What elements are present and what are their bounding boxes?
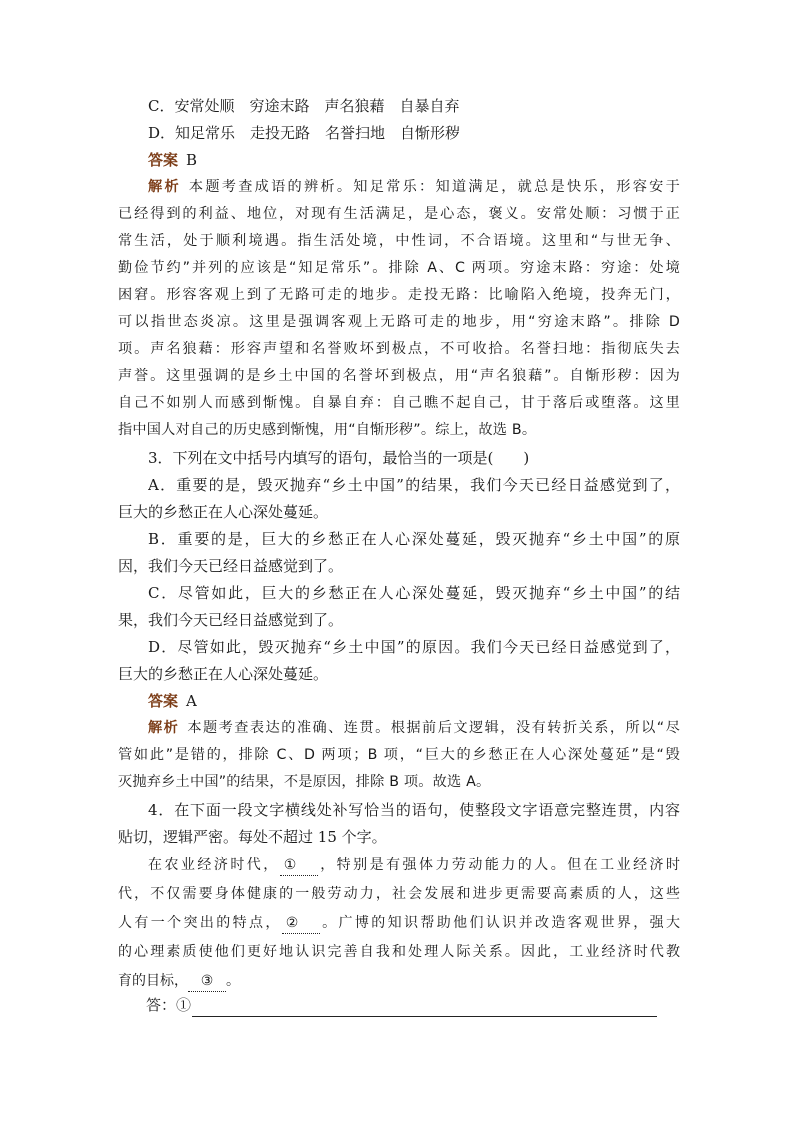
q4-passage-line: 育的目标， ③ 。 [118, 971, 680, 992]
q2-analysis-line: 声誉。这里强调的是乡土中国的名誉坏到极点，用“声名狼藉”。自惭形秽：因为 [118, 368, 680, 384]
q3-stem: 3．下列在文中括号内填写的语句，最恰当的一项是( ) [148, 449, 530, 467]
q2-analysis-line: 项。声名狼藉：形容声望和名誉败坏到极点，不可收拾。名誉扫地：指彻底失去 [118, 341, 680, 357]
q3-analysis-line: 解析 本题考查表达的准确、连贯。根据前后文逻辑，没有转折关系，所以“尽 [148, 720, 680, 736]
q4-passage-line: 人有一个突出的特点， ② 。广博的知识帮助他们认识并改造客观世界，强大 [118, 913, 680, 934]
blank-3: ③ [188, 971, 226, 992]
analysis-label: 解析 [148, 720, 180, 736]
answer-write-line[interactable] [192, 1000, 657, 1017]
q3-option-c-cont: 果，我们今天已经日益感觉到了。 [118, 611, 344, 629]
q2-analysis-line: 困窘。形容客观上到了无路可走的地步。走投无路：比喻陷入绝境，投奔无门， [118, 287, 680, 303]
q3-analysis-line: 灭抛弃乡土中国”的结果，不是原因，排除 B 项。故选 A。 [118, 774, 491, 790]
q2-analysis-line: 可以指世态炎凉。这里是强调客观上无路可走的地步，用“穷途末路”。排除 D [118, 314, 680, 330]
analysis-label: 解析 [148, 179, 181, 195]
q3-option-b-cont: 因，我们今天已经日益感觉到了。 [118, 557, 344, 575]
q4-passage-line: 代，不仅需要身体健康的一般劳动力，社会发展和进步更需要高素质的人，这些 [118, 886, 680, 902]
q2-analysis-line: 勤俭节约”并列的应该是“知足常乐”。排除 A、C 两项。穷途末路：穷途：处境 [118, 260, 680, 276]
blank-1: ① [280, 855, 318, 876]
answer-label: 答案 [148, 692, 179, 710]
q2-analysis-line: 已经得到的利益、地位，对现有生活满足，是心态，褒义。安常处顺：习惯于正 [118, 206, 680, 222]
q3-option-b: B．重要的是，巨大的乡愁正在人心深处蔓延，毁灭抛弃“乡土中国”的原 [148, 530, 680, 548]
q4-answer-line [146, 993, 676, 1017]
q2-analysis-line: 解析 本题考查成语的辨析。知足常乐：知道满足，就总是快乐，形容安于 [148, 179, 680, 195]
blank-2: ② [282, 913, 320, 934]
q4-passage-line: 在农业经济时代， ① ，特别是有强体力劳动能力的人。但在工业经济时 [148, 855, 680, 876]
q3-option-a-cont: 巨大的乡愁正在人心深处蔓延。 [118, 503, 329, 521]
q2-answer [148, 150, 680, 170]
q2-option-c: C．安常处顺 穷途末路 声名狼藉 自暴自弃 [148, 97, 460, 115]
answer-value: B [186, 151, 198, 169]
q3-option-a: A．重要的是，毁灭抛弃“乡土中国”的结果，我们今天已经日益感觉到了， [148, 476, 680, 494]
q3-option-d-cont: 巨大的乡愁正在人心深处蔓延。 [118, 665, 329, 683]
q2-analysis-line: 自己不如别人而感到惭愧。自暴自弃：自己瞧不起自己，甘于落后或堕落。这里 [118, 395, 680, 411]
q3-option-d: D．尽管如此，毁灭抛弃“乡土中国”的原因。我们今天已经日益感觉到了， [148, 638, 680, 656]
q4-stem-cont: 贴切，逻辑严密。每处不超过 15 个字。 [118, 828, 387, 846]
q2-option-d: D．知足常乐 走投无路 名誉扫地 自惭形秽 [148, 124, 461, 142]
answer-prefix: 答：① [146, 996, 192, 1014]
q2-analysis-line: 常生活，处于顺利境遇。指生活处境，中性词，不合语境。这里和“与世无争、 [118, 233, 680, 249]
answer-value: A [186, 692, 197, 710]
q3-analysis-line: 管如此”是错的，排除 C、D 两项；B 项，“巨大的乡愁正在人心深处蔓延”是“毁 [118, 747, 680, 763]
q2-analysis-line: 指中国人对自己的历史感到惭愧，用“自惭形秽”。综上，故选 B。 [118, 422, 537, 438]
q3-answer [148, 691, 680, 711]
q3-option-c: C．尽管如此，巨大的乡愁正在人心深处蔓延，毁灭抛弃“乡土中国”的结 [148, 584, 680, 602]
answer-label: 答案 [148, 151, 179, 169]
q4-stem: 4．在下面一段文字横线处补写恰当的语句，使整段文字语意完整连贯，内容 [148, 801, 680, 819]
q4-passage-line: 的心理素质使他们更好地认识完善自我和处理人际关系。因此，工业经济时代教 [118, 944, 680, 960]
